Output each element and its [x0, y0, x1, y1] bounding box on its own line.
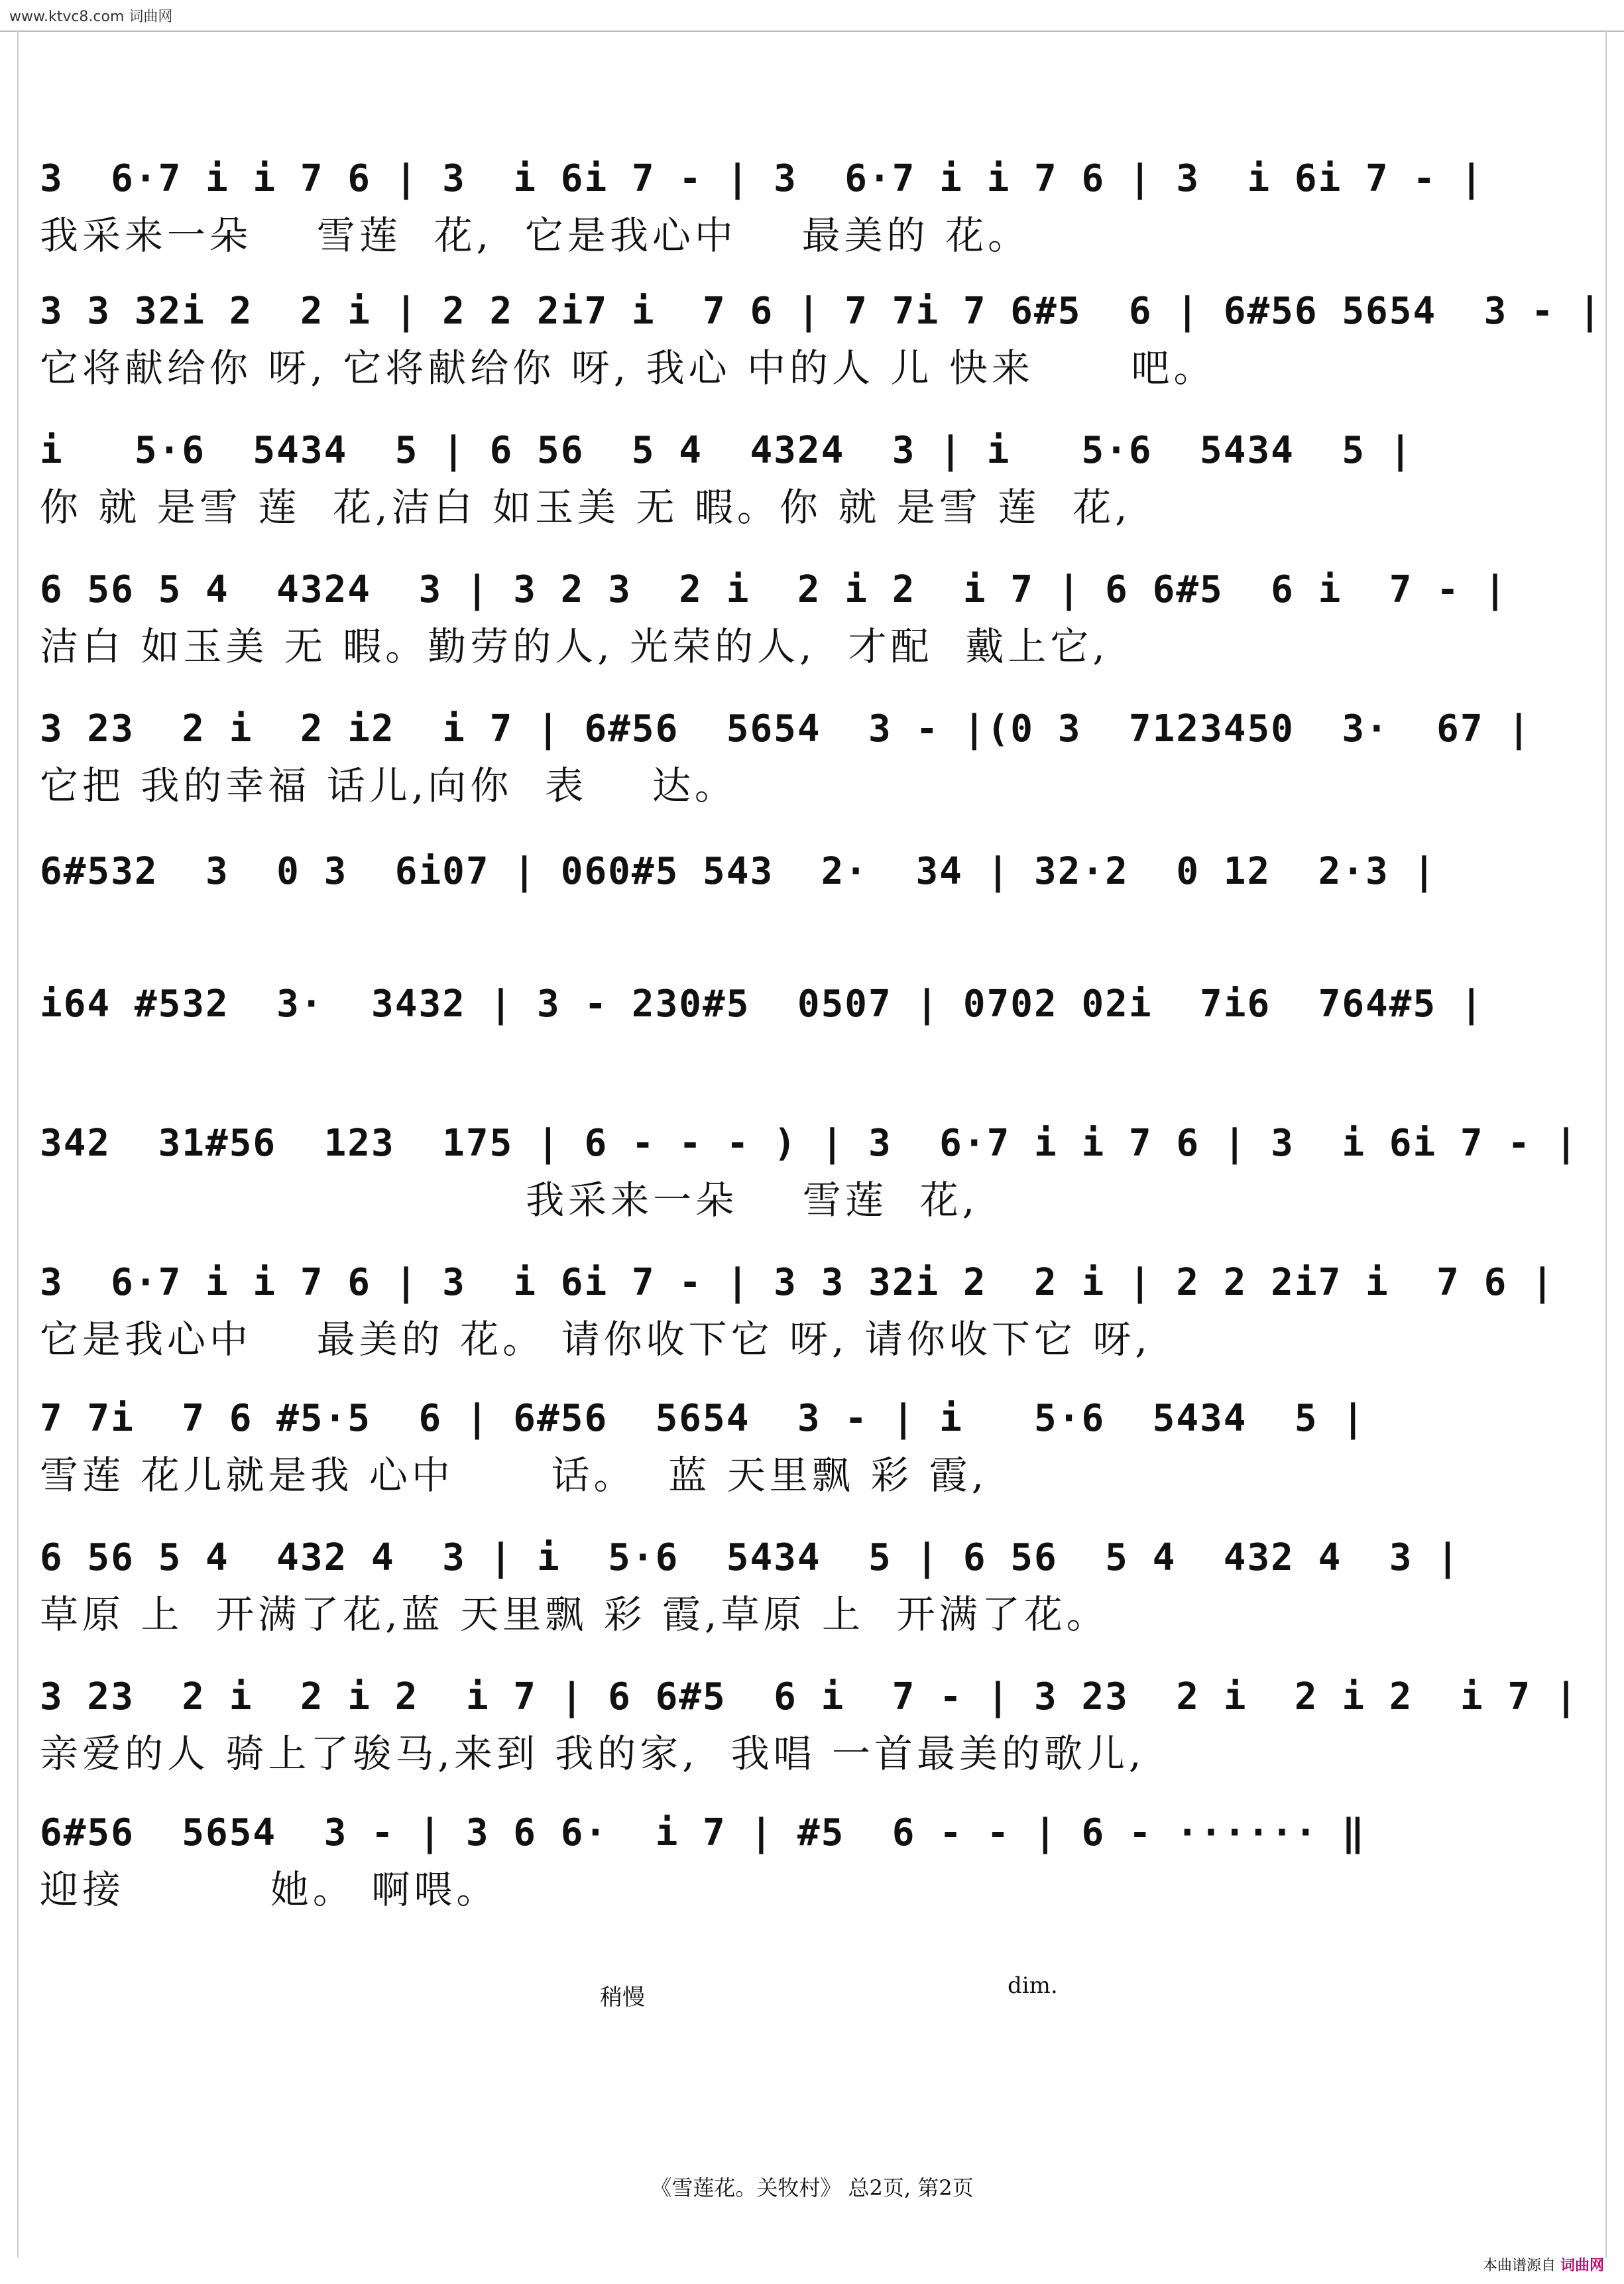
right-margin-strip: [1605, 30, 1624, 2258]
score-system: [40, 1532, 1472, 1644]
lyrics-line: 洁白 如玉美 无 暇。勤劳的人, 光荣的人, 才配 戴上它,: [40, 624, 1109, 669]
score-system: [40, 1807, 1472, 1919]
notation-line: 3 6·7 i i 7 6 | 3 i 6i 7 - | 3 3 32i 2 2 i | 2 2 2i7 i 7 6 |: [40, 1261, 1555, 1304]
score-system: [40, 1256, 1555, 1369]
dynamics-marking: dim.: [1008, 1972, 1058, 1999]
score-system: [40, 1117, 1579, 1230]
lyrics-line: 草原 上 开满了花,蓝 天里飘 彩 霞,草原 上 开满了花。: [40, 1592, 1109, 1637]
score-system: [40, 424, 1472, 537]
notation-line: 6 56 5 4 432 4 3 | i 5·6 5434 5 | 6 56 5 4 432 4 3 |: [40, 1536, 1460, 1579]
tempo-marking: 稍慢: [600, 1984, 645, 2011]
score-system: [40, 978, 1484, 1091]
score-system: [40, 152, 1484, 265]
source-brand: 词曲网: [1560, 2257, 1604, 2274]
notation-line: 3 6·7 i i 7 6 | 3 i 6i 7 - | 3 6·7 i i 7 6 | 3 i 6i 7 - |: [40, 157, 1484, 200]
score-system: [40, 845, 1472, 958]
lyrics-line: 迎接 她。 啊喂。: [40, 1867, 499, 1912]
notation-line: 3 3 32i 2 2 i | 2 2 2i7 i 7 6 | 7 7i 7 6#5 6 | 6#56 5654 3 - |: [40, 290, 1603, 333]
lyrics-line: 亲爱的人 骑上了骏马,来到 我的家, 我唱 一首最美的歌儿,: [40, 1731, 1145, 1776]
lyrics-line: 它是我心中 最美的 花。 请你收下它 呀, 请你收下它 呀,: [40, 1317, 1151, 1362]
notation-line: 7 7i 7 6 #5·5 6 | 6#56 5654 3 - | i 5·6 5434 5 |: [40, 1397, 1366, 1440]
lyrics-line: 我采来一朵 雪莲 花, 它是我心中 最美的 花。: [40, 213, 1031, 258]
lyrics-line: 我采来一朵 雪莲 花,: [40, 1177, 979, 1223]
notation-line: 342 31#56 123 175 | 6 - - - ) | 3 6·7 i i 7 6 | 3 i 6i 7 - |: [40, 1122, 1579, 1165]
notation-line: 3 23 2 i 2 i2 i 7 | 6#56 5654 3 - |(0 3 7123450 3· 67 |: [40, 707, 1532, 751]
notation-line: i64 #532 3· 3432 | 3 - 230#5 0507 | 0702 02i 7i6 764#5 |: [40, 983, 1484, 1026]
source-prefix: 本曲谱源自: [1482, 2257, 1556, 2274]
notation-line: 6#56 5654 3 - | 3 6 6· i 7 | #5 6 - - | 6 - ······ ‖: [40, 1811, 1366, 1854]
lyrics-line: 雪莲 花儿就是我 心中 话。 蓝 天里飘 彩 霞,: [40, 1453, 988, 1498]
score-page: [40, 152, 1603, 1919]
score-system: [40, 1392, 1472, 1505]
top-bar: [0, 0, 1624, 32]
score-system: [40, 285, 1603, 398]
lyrics-line: [40, 1031, 1472, 1091]
score-system: [40, 703, 1532, 815]
notation-line: 6 56 5 4 4324 3 | 3 2 3 2 i 2 i 2 i 7 | 6 6#5 6 i 7 - |: [40, 568, 1508, 611]
notation-line: i 5·6 5434 5 | 6 56 5 4 4324 3 | i 5·6 5434 5 |: [40, 429, 1413, 472]
notation-line: 6#532 3 0 3 6i07 | 060#5 543 2· 34 | 32·2 0 12 2·3 |: [40, 850, 1437, 893]
site-label: www.ktvc8.com 词曲网: [9, 9, 173, 25]
lyrics-line: [40, 898, 1472, 958]
left-margin-strip: [0, 30, 19, 2258]
lyrics-line: 你 就 是雪 莲 花,洁白 如玉美 无 暇。你 就 是雪 莲 花,: [40, 485, 1131, 530]
source-credit: [1483, 2254, 1604, 2275]
score-system: [40, 1671, 1579, 1783]
lyrics-line: 它把 我的幸福 话儿,向你 表 达。: [40, 763, 737, 808]
score-system: [40, 564, 1508, 676]
notation-line: 3 23 2 i 2 i 2 i 7 | 6 6#5 6 i 7 - | 3 23 2 i 2 i 2 i 7 |: [40, 1675, 1579, 1718]
lyrics-line: 它将献给你 呀, 它将献给你 呀, 我心 中的人 儿 快来 吧。: [40, 345, 1216, 391]
page-footer: 《雪莲花。关牧村》 总2页, 第2页: [650, 2175, 974, 2200]
